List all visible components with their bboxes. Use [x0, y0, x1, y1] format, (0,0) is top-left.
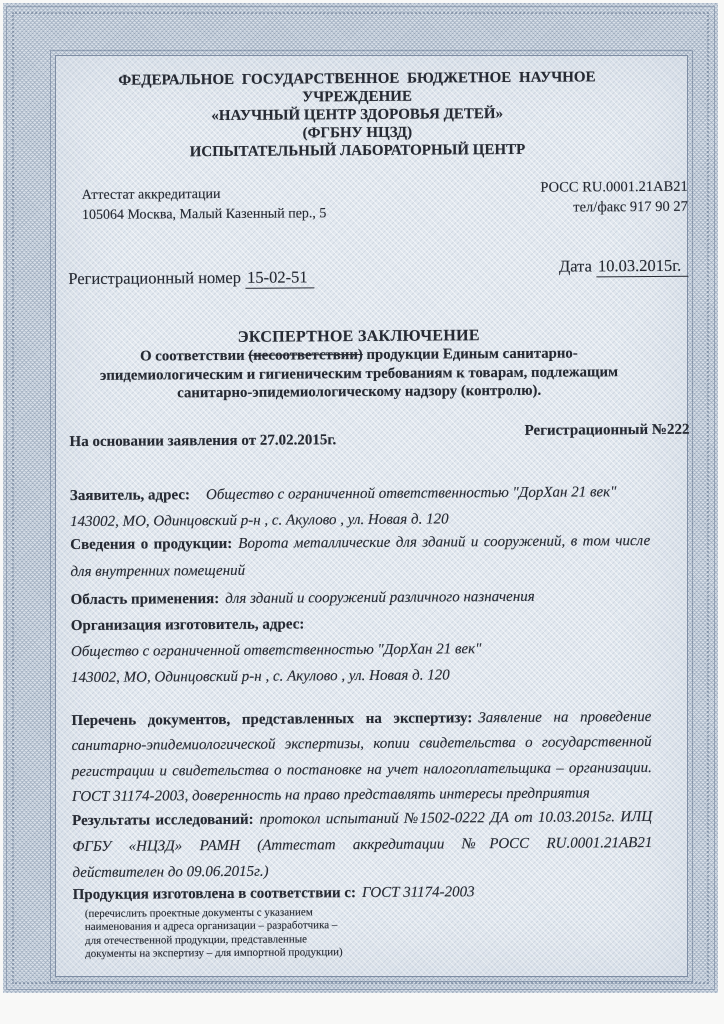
documents-list-line	[71, 705, 652, 810]
title-subline1: О соответствии (несоответствии) продукции Единым санитарно-	[140, 345, 578, 365]
document-title-block	[69, 325, 650, 404]
documents-label: Перечень документов, представленных на экспертизу:	[71, 710, 473, 730]
accreditation-address: 105064 Москва, Малый Казенный пер., 5	[81, 206, 327, 223]
standard-line	[73, 878, 653, 909]
manufacturer-name: Общество с ограниченной ответственностью "ДорХан 21 век"	[70, 641, 482, 661]
results-line	[72, 804, 653, 886]
document-title: ЭКСПЕРТНОЕ ЗАКЛЮЧЕНИЕ	[237, 327, 480, 346]
applicant-address: 143002, МО, Одинцовский р-н , с. Акулово , ул. Новая д. 120	[70, 511, 449, 531]
scope-value: для зданий и сооружений различного назначения	[225, 588, 535, 607]
organization-header	[67, 68, 648, 162]
org-lab-center: ИСПЫТАТЕЛЬНЫЙ ЛАБОРАТОРНЫЙ ЦЕНТР	[189, 141, 526, 161]
org-name-line2: «НАУЧНЫЙ ЦЕНТР ЗДОРОВЬЯ ДЕТЕЙ»	[211, 106, 504, 125]
product-label: Сведения о продукции:	[70, 535, 233, 554]
applicant-value: Общество с ограниченной ответственностью "ДорХан 21 век"	[205, 484, 617, 504]
results-value: протокол испытаний №1502-0222 ДА от 10.03.2015г. ИЛЦ ФГБУ «НЦЗД» РАМН (Аттестат аккредитации №РОСС RU.0001.21АВ21 действителен до 09.06.2015г.)	[72, 808, 653, 882]
footnote-line3: для отечественной продукции, представленные	[84, 933, 308, 947]
title-subline3: санитарно-эпидемиологическому надзору (контролю).	[177, 382, 542, 402]
struck-word: (несоответствии)	[248, 346, 363, 364]
results-label: Результаты исследований:	[72, 811, 254, 830]
date-line	[559, 256, 688, 277]
accreditation-block	[82, 184, 327, 226]
documents-value: Заявление на проведение санитарно-эпидемиологической экспертизы, копии свидетельства о государственной регистрации и свидетельства о постановке на учет налогоплательщика – организации. ГОСТ 31174-2003, доверенность на право представлять интересы предприятия	[71, 708, 652, 805]
footnote-line2: наименования и адреса организации – разработчика –	[84, 919, 338, 934]
title-subline2: эпидемиологическим и гигиеническим требованиям к товарам, подлежащим	[99, 363, 619, 384]
phone-fax: тел/факс 917 90 27	[573, 198, 688, 216]
footnote-line1: (перечислить проектные документы с указанием	[84, 906, 313, 920]
application-basis: На основании заявления от 27.02.2015г.	[69, 432, 337, 451]
manufacturer-label: Организация изготовитель, адрес:	[70, 616, 305, 635]
applicant-label: Заявитель, адрес:	[69, 487, 191, 505]
date-value: 10.03.2015г.	[596, 256, 688, 278]
org-name-line1: ФЕДЕРАЛЬНОЕ ГОСУДАРСТВЕННОЕ БЮДЖЕТНОЕ НАУЧНОЕ УЧРЕЖДЕНИЕ	[118, 69, 596, 106]
registration-number-value: 15-02-51	[245, 267, 315, 288]
scope-label: Область применения:	[70, 590, 220, 609]
footnote-line4: документы на экспертизу – для импортной продукции)	[85, 946, 343, 961]
standard-value: ГОСТ 31174-2003	[361, 884, 475, 902]
standard-label: Продукция изготовлена в соответствии с:	[72, 885, 357, 904]
date-label: Дата	[558, 256, 592, 276]
product-value: Ворота металлические для зданий и сооружений, в том числе для внутренних помещений	[70, 532, 651, 581]
registration-no-222: Регистрационный №222	[524, 421, 690, 439]
accreditation-label: Аттестат аккредитации	[81, 186, 221, 203]
footnote-block	[85, 905, 445, 961]
registration-number-line	[68, 267, 314, 289]
registration-number-label: Регистрационный номер	[68, 267, 242, 289]
manufacturer-address: 143002, МО, Одинцовский р-н , с. Акулово , ул. Новая д. 120	[71, 667, 450, 687]
accreditation-contacts	[540, 178, 688, 218]
product-info-line	[70, 528, 650, 586]
accreditation-cert-number: РОСС RU.0001.21АВ21	[540, 178, 688, 196]
org-abbreviation: (ФГБНУ НЦЗД)	[302, 124, 413, 142]
